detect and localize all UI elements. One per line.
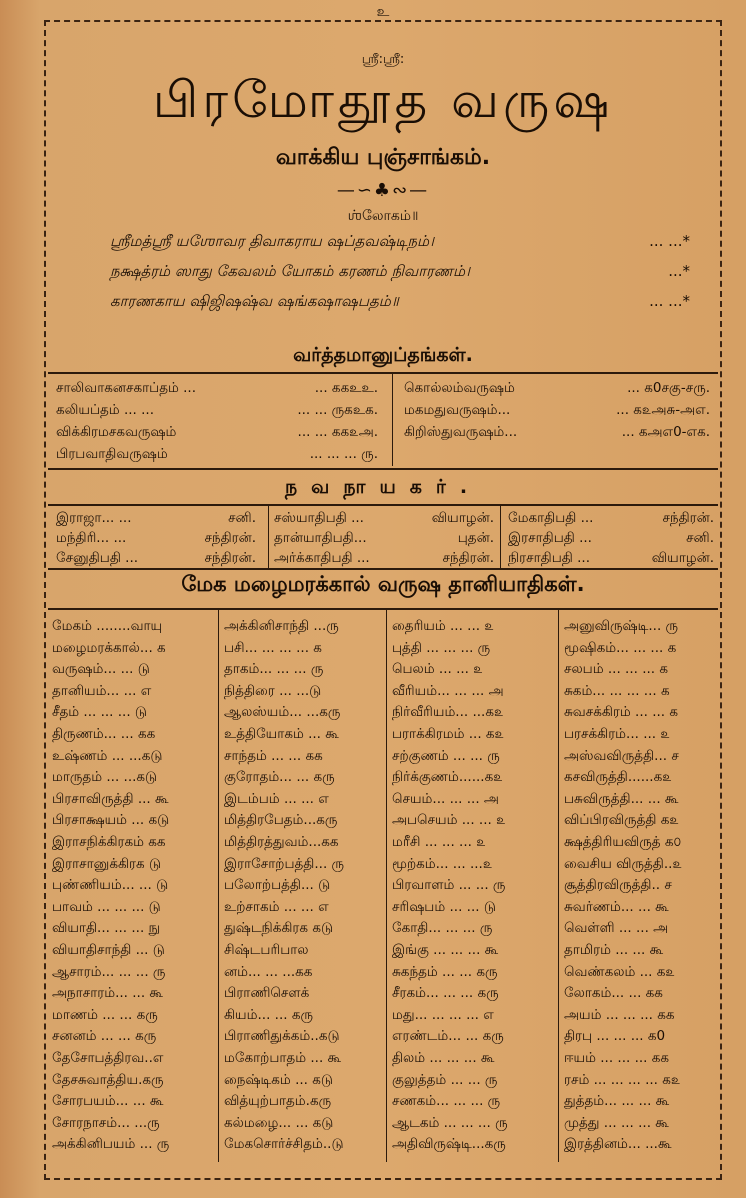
rule [48, 468, 718, 470]
nayakar-row: தான்யாதிபதி... புதன். [274, 530, 494, 546]
table-cell: சரிஷபம் ... ... டு [392, 898, 496, 915]
current-year-row: மகமதுவருஷம்... ... க௨அசு-அஎ. [404, 402, 710, 418]
current-year-row: விக்கிரமசகவருஷம் ... ... கக௨அ. [56, 424, 378, 440]
table-cell: கசவிருத்தி......க௨ [564, 769, 672, 786]
table-cell: மேகம் ........வாயு [52, 618, 163, 634]
table-cell: ரசம் ... ... ... ... க௨ [564, 1071, 681, 1088]
page-title: பிரமோதூத வருஷ [152, 71, 614, 129]
table-cell: பராக்கிரமம் ... க௨ [392, 726, 505, 742]
table-cell: நைஷ்டிகம் ... கடு [224, 1071, 333, 1088]
rule [48, 504, 718, 506]
table-cell: சுவசக்கிரம் ... ... க [564, 704, 678, 721]
current-year-row: கிறிஸ்துவருஷம்... ... கஅஎ0-எக. [404, 424, 710, 440]
table-cell: வீரியம்... ... ... அ [392, 682, 504, 699]
table-cell: சற்குணம் ... ... ரு [392, 747, 500, 764]
current-year-row: கொல்லம்வருஷம் ... க0சகு-சரு. [404, 380, 710, 396]
nayakar-row: நிரசாதிபதி ... வியாழன். [508, 550, 714, 566]
table-cell: வருஷம்... ... டு [52, 661, 150, 678]
nayakar-row: சேனுதிபதி ... சந்திரன். [56, 550, 256, 566]
table-cell: நித்திரை ... ...டு [224, 682, 322, 699]
table-cell: இராசோற்பத்தி... ரு [224, 855, 345, 872]
table-cell: வெள்ளி ... ... அ [564, 920, 669, 937]
table-cell: கியம்... ... கரு [224, 1006, 313, 1023]
slokam-text: நக்ஷத்ரம் ஸாது கேவலம் யோகம் கரணம் நிவாரணம்। [110, 262, 470, 280]
invocation: ஶ்ரீ:ஸ்ரீ: [361, 52, 405, 67]
page-subtitle: வாக்கிய புஞ்சாங்கம். [275, 145, 491, 170]
table-cell: விப்பிரவிருத்தி க௨ [564, 812, 679, 829]
table-cell: திருணம்... ... கக [52, 726, 156, 742]
table-cell: தேசோபத்திரவ..எ [52, 1050, 164, 1066]
table-cell: எரண்டம்... ... கரு [392, 1028, 504, 1045]
table-cell: மது... ... ... ... எ [392, 1006, 494, 1023]
page-number: உ [376, 4, 390, 20]
table-cell: கல்மழை... ... கடு [224, 1114, 334, 1131]
table-cell: வியாதிசாந்தி ... டு [52, 942, 165, 958]
table-cell: தைரியம் ... ... ௨ [392, 618, 494, 634]
table-cell: துஷ்டநிக்கிரக கடு [224, 920, 334, 937]
slokam-text: ஸ்ரீமத்ஸ்ரீ யஶோவர திவாகராய ஷப்தவஷ்டிநம்। [110, 232, 434, 250]
table-cell: பசி... ... ... ... க [224, 639, 322, 656]
table-cell: உற்சாகம் ... ... எ [224, 898, 329, 915]
table-cell: சாந்தம் ... ... கக [224, 747, 323, 764]
table-cell: இரத்தினம்... ...கூ [564, 1136, 672, 1153]
table-cell: வைசிய விருத்தி..௨ [564, 855, 682, 872]
table-cell: அநாசாரம்... ... கூ [52, 985, 163, 1002]
table-cell: தாகம்... ... ... ரு [224, 661, 324, 678]
table-cell: வெண்கலம் ... க௨ [564, 963, 675, 980]
table-cell: அக்கினிசாந்தி ...ரு [224, 618, 339, 634]
table-cell: இடம்பம் ... ... எ [224, 790, 329, 807]
table-cell: உத்தியோகம் ... கூ [224, 726, 339, 742]
rule [48, 568, 718, 570]
table-cell: க்ஷத்திரியவிருத் க௦ [564, 834, 682, 850]
column-divider [392, 374, 393, 466]
table-cell: திரபு ... ... ... க0 [564, 1028, 666, 1045]
table-cell: நிர்க்குணம்......க௨ [392, 769, 503, 786]
table-cell: னம்... ... ...கக [224, 963, 313, 980]
column-divider [386, 610, 387, 1162]
current-year-row: பிரபவாதிவருஷம் ... ... ... ரு. [56, 446, 378, 462]
rule [48, 372, 718, 374]
table-cell: அஸ்வவிருத்தி... ச [564, 747, 679, 764]
table-cell: ஈயம் ... ... ... கக [564, 1050, 670, 1066]
table-cell: அதிவிருஷ்டி...கரு [392, 1136, 506, 1153]
table-cell: செயம்... ... ... அ [392, 790, 499, 807]
mega-title: மேக மழைமரக்கால் வருஷ தானியாதிகள். [181, 572, 585, 596]
table-cell: அபசெயம் ... ... ௨ [392, 812, 506, 829]
table-cell: மூஷிகம்... ... ... க [564, 639, 677, 656]
rule [48, 608, 718, 610]
table-cell: சோரபயம்... ... கூ [52, 1093, 164, 1110]
table-cell: பலோற்பத்தி... டு [224, 877, 331, 894]
nayakar-row: மேகாதிபதி ... சந்திரன். [508, 510, 714, 526]
table-cell: இராசநிக்கிரகம் கக [52, 834, 166, 850]
slokam-heading: ஶ்லோகம்॥ [347, 208, 419, 224]
table-cell: மாருதம் ... ...கடு [52, 769, 158, 786]
table-cell: பிரவாளம் ... ... ரு [392, 877, 506, 894]
table-cell: ஆலஸ்யம்... ...கரு [224, 704, 341, 721]
nayakar-row: இரசாதிபதி ... சனி. [508, 530, 714, 546]
table-cell: வியாதி... ... ... நு [52, 920, 161, 937]
table-cell: மரீசி ... ... ... ௨ [392, 834, 486, 850]
table-cell: நிர்வீரியம்... ...க௨ [392, 704, 504, 721]
column-divider [268, 506, 269, 568]
table-cell: சனனம் ... ... கரு [52, 1028, 157, 1045]
table-cell: மழைமரக்கால்... க [52, 639, 166, 656]
table-cell: மித்திரத்துவம்...கக [224, 834, 339, 850]
slokam-end: ... ...* [649, 292, 690, 310]
table-cell: மாணம் ... ... கரு [52, 1006, 158, 1023]
table-cell: பாவம் ... ... ... டு [52, 898, 161, 915]
slokam-end: ...* [668, 262, 690, 280]
column-divider [218, 610, 219, 1162]
table-cell: சீரகம்... ... ... கரு [392, 985, 499, 1002]
table-cell: பசுவிருத்தி... ... கூ [564, 790, 679, 807]
table-cell: வித்யுற்பாதம்.கரு [224, 1093, 332, 1110]
table-cell: சுவர்ணம்... ... கூ [564, 898, 669, 915]
table-cell: சூத்திரவிருத்தி.. ச [564, 877, 672, 894]
table-cell: தானியம்... ... எ [52, 682, 152, 699]
table-cell: துத்தம்... ... ... கூ [564, 1093, 670, 1110]
table-cell: ஆடகம் ... ... ... ரு [392, 1114, 508, 1131]
nava-nayakar-title: நவநாயகர். [284, 476, 482, 498]
table-cell: இங்கு ... ... ... கூ [392, 942, 499, 958]
slokam-end: ... ...* [649, 232, 690, 250]
slokam-line [110, 292, 690, 312]
table-cell: கோதி... ... ... ரு [392, 920, 493, 937]
table-cell: மகோற்பாதம் ... கூ [224, 1050, 342, 1066]
table-cell: பிரசாவிருத்தி ... கூ [52, 790, 169, 807]
table-cell: அயம் ... ... ... கக [564, 1006, 675, 1023]
column-divider [500, 506, 501, 568]
slokam-line [110, 262, 690, 282]
table-cell: குலுத்தம் ... ... ரு [392, 1071, 498, 1088]
table-cell: சுகம்... ... ... ... க [564, 682, 670, 699]
table-cell: தேசசுவாத்திய.கரு [52, 1071, 164, 1088]
current-years-title: வர்த்தமானுப்தங்கள். [293, 344, 473, 366]
table-cell: இராசானுக்கிரக டு [52, 855, 161, 872]
current-year-row: கலியப்தம் ... ... ... ... ருகஉக. [56, 402, 378, 418]
table-cell: பெலம் ... ... ௨ [392, 661, 483, 678]
table-cell: திலம் ... ... ... கூ [392, 1050, 495, 1066]
nayakar-row: அர்க்காதிபதி ... சந்திரன். [274, 550, 494, 566]
table-cell: சீதம் ... ... ... டு [52, 704, 147, 721]
table-cell: முத்து ... ... ... கூ [564, 1114, 669, 1131]
table-cell: சலபம் ... ... ... க [564, 661, 669, 678]
table-cell: ஆசாரம்... ... ... ரு [52, 963, 166, 980]
table-cell: சணகம்... ... ... ரு [392, 1093, 501, 1110]
table-cell: சோரநாசம்... ...ரு [52, 1114, 160, 1131]
table-cell: சிஷ்டபரிபால [224, 942, 309, 958]
table-cell: உஷ்ணம் ... ...கடு [52, 747, 163, 764]
table-cell: பிராணிசௌக் [224, 985, 310, 1002]
table-cell: மித்திரபேதம்...கரு [224, 812, 338, 829]
table-cell: குரோதம்... ... கரு [224, 769, 335, 786]
current-year-row: சாலிவாகனசகாப்தம் ... ... ககஉஉ. [56, 380, 378, 396]
table-cell: மேகசொர்ச்சிதம்..டு [224, 1136, 344, 1153]
table-cell: லோகம்... ... கக [564, 985, 663, 1002]
table-cell: பரசக்கிரம்... ... ௨ [564, 726, 670, 742]
nayakar-row: மந்திரி... ... சந்திரன். [56, 530, 256, 546]
table-cell: புத்தி ... ... ... ரு [392, 639, 491, 656]
ornament-divider: —∽♣∾— [336, 180, 430, 201]
nayakar-row: இராஜா... ... சனி. [56, 510, 256, 526]
table-cell: சுகந்தம் ... ... கரு [392, 963, 498, 980]
table-cell: மூற்கம்... ... ...௨ [392, 855, 493, 872]
column-divider [558, 610, 559, 1162]
table-cell: அக்கினிபயம் ... ரு [52, 1136, 170, 1153]
table-cell: பிராணிதுக்கம்..கடு [224, 1028, 340, 1045]
table-cell: அனுவிருஷ்டி... ரு [564, 618, 679, 634]
slokam-text: காரணகாய ஷிஜிஷஷ்வ ஷங்கஷாஷபதம்॥ [110, 292, 399, 310]
slokam-line [110, 232, 690, 252]
table-cell: தாமிரம் ... ... கூ [564, 942, 664, 958]
table-cell: பிரசாக்ஷயம் ... கடு [52, 812, 170, 829]
nayakar-row: சஸ்யாதிபதி ... வியாழன். [274, 510, 494, 526]
table-cell: புண்ணியம்... ... டு [52, 877, 169, 894]
